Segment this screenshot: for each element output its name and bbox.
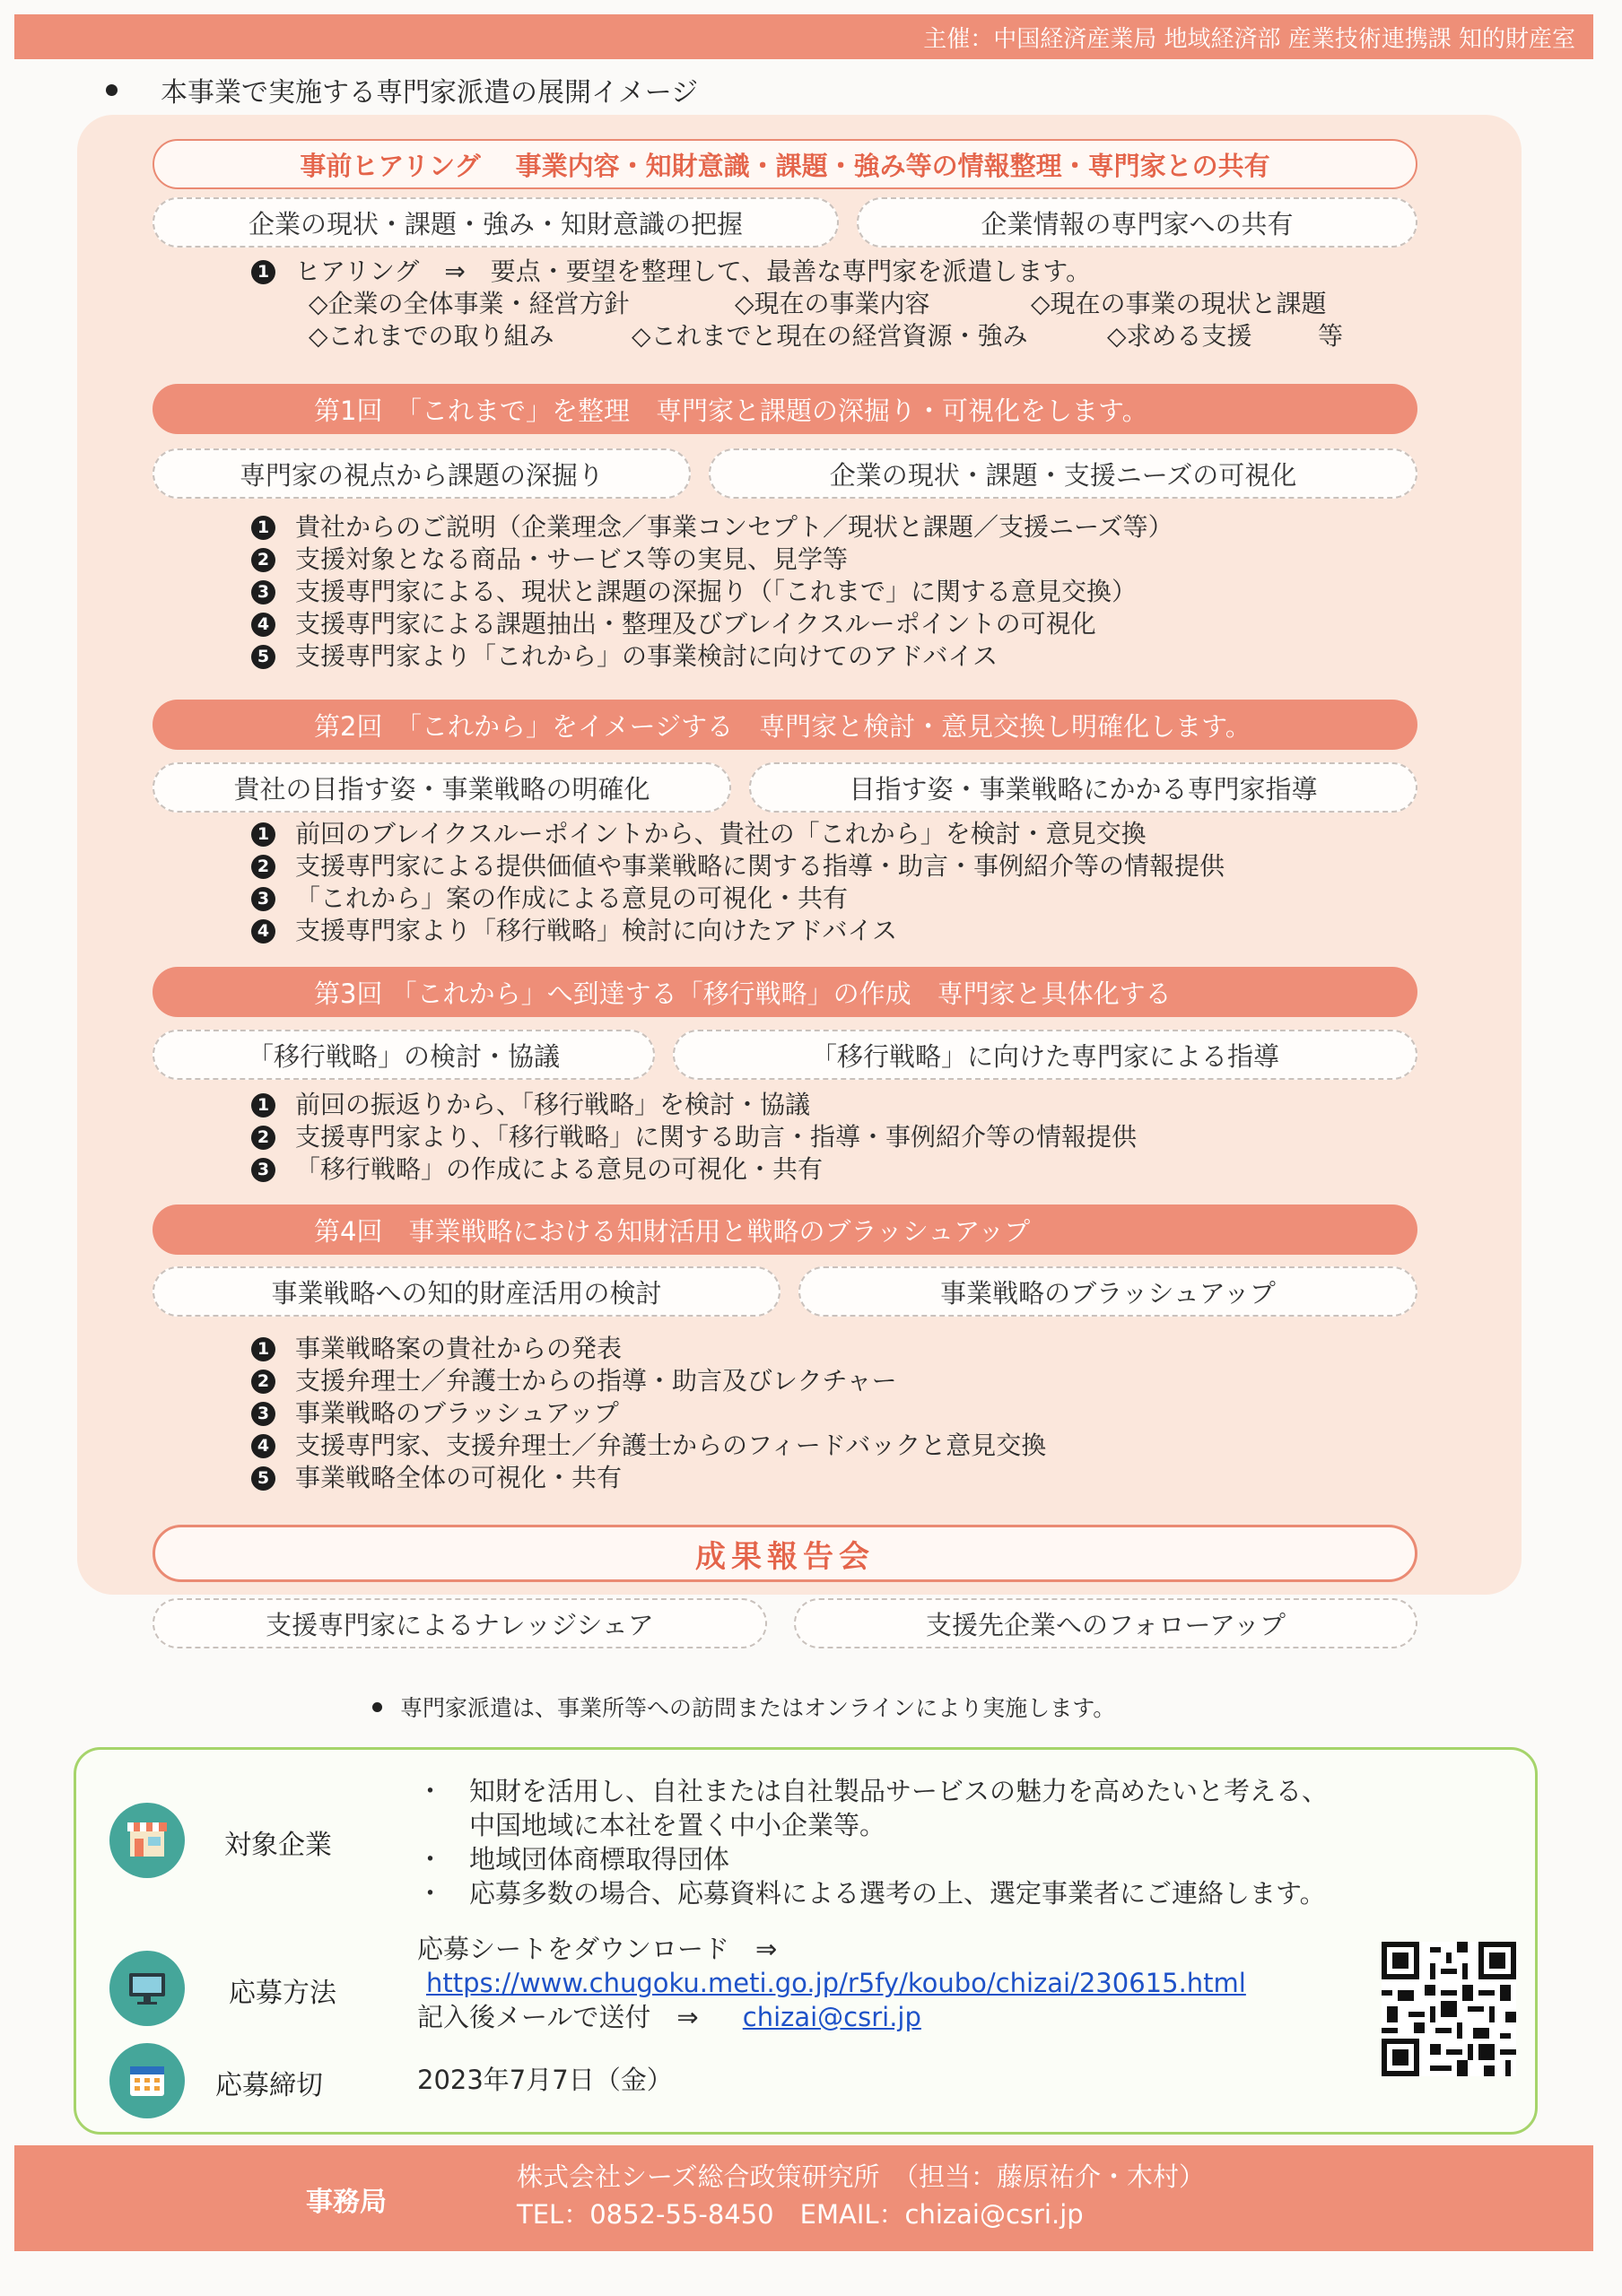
session-3-list: [251, 1089, 1137, 1186]
apply-info: [417, 1932, 1246, 2034]
session-3-sub-left: [153, 1030, 655, 1080]
session-4-title: [153, 1205, 1417, 1255]
session-title-text: 第1回 「これまで」を整理 専門家と課題の深掘り・可視化をします。: [314, 395, 1148, 426]
apply-label: 応募方法: [229, 1978, 336, 2009]
intro-heading: [106, 70, 698, 109]
list-item-text: 支援専門家による提供価値や事業戦略に関する指導・助言・事例紹介等の情報提供: [295, 851, 1225, 881]
hearing-item: ◇これまでと現在の経営資源・強み: [632, 321, 1028, 351]
number-badge: 1: [251, 260, 275, 284]
target-label: 対象企業: [224, 1830, 332, 1861]
list-item: [251, 511, 1173, 544]
report-sub-left: [153, 1598, 767, 1648]
number-badge: 4: [251, 919, 275, 944]
calendar-icon: [109, 2043, 185, 2118]
list-item: [251, 608, 1173, 640]
report-title-text: 成果報告会: [695, 1538, 875, 1575]
target-line: ・ 知財を活用し、自社または自社製品サービスの魅力を高めたいと考える、: [417, 1776, 1329, 1806]
hearing-item: ◇企業の全体事業・経営方針: [309, 289, 630, 318]
pre-sub-left: [153, 197, 839, 248]
target-list: [417, 1774, 1328, 1910]
sub-left-text: 貴社の目指す姿・事業戦略の明確化: [233, 773, 650, 804]
number-badge: 4: [251, 613, 275, 637]
hearing-item: ◇現在の事業内容: [735, 289, 930, 318]
sub-right-text: 支援先企業へのフォローアップ: [925, 1609, 1286, 1640]
list-item: [251, 576, 1173, 608]
sub-left-text: 「移行戦略」の検討・協議: [247, 1040, 560, 1072]
list-item: [251, 1333, 1046, 1365]
pre-sub-left-text: 企業の現状・課題・強み・知財意識の把握: [248, 208, 743, 239]
list-item: [251, 1153, 1137, 1186]
target-line: ・ 応募多数の場合、応募資料による選考の上、選定事業者にご連絡します。: [417, 1878, 1326, 1909]
apply-send-text: 記入後メールで送付 ⇒: [417, 2002, 699, 2032]
session-1-title: [153, 384, 1417, 434]
number-badge: 1: [251, 822, 275, 847]
number-badge: 1: [251, 1337, 275, 1361]
session-3-sub-right: [673, 1030, 1417, 1080]
hearing-item: 等: [1318, 321, 1344, 351]
session-title-text: 第2回 「これから」をイメージする 専門家と検討・意見交換し明確化します。: [314, 710, 1251, 742]
list-item-text: 前回の振返りから、「移行戦略」を検討・協議: [295, 1090, 811, 1119]
list-item: [251, 915, 1225, 947]
pre-sub-right: [857, 197, 1417, 248]
report-sub-right: [794, 1598, 1417, 1648]
footer-org: 株式会社シーズ総合政策研究所 （担当：藤原祐介・木村）: [517, 2161, 1206, 2192]
sub-right-text: 企業の現状・課題・支援ニーズの可視化: [829, 459, 1297, 491]
session-title-text: 第4回 事業戦略における知財活用と戦略のブラッシュアップ: [314, 1215, 1031, 1247]
organizer-text: 主催：中国経済産業局 地域経済部 産業技術連携課 知的財産室: [923, 25, 1575, 53]
apply-email-link[interactable]: chizai@csri.jp: [742, 2002, 921, 2032]
list-item: [251, 1462, 1046, 1494]
number-badge: 3: [251, 887, 275, 911]
list-item-text: 支援対象となる商品・サービス等の実見、見学等: [295, 544, 849, 574]
qr-code[interactable]: [1382, 1942, 1516, 2076]
list-item: [251, 1397, 1046, 1430]
list-item: [251, 883, 1225, 915]
number-badge: 3: [251, 1158, 275, 1182]
list-item-text: 支援専門家、支援弁理士／弁護士からのフィードバックと意見交換: [295, 1431, 1047, 1460]
sub-right-text: 目指す姿・事業戦略にかかる専門家指導: [849, 773, 1318, 804]
list-item: [251, 1121, 1137, 1153]
target-line: ・ 地域団体商標取得団体: [417, 1844, 730, 1874]
list-item-text: 支援弁理士／弁護士からの指導・助言及びレクチャー: [295, 1366, 897, 1396]
session-2-title: [153, 700, 1417, 750]
number-badge: 2: [251, 1370, 275, 1394]
list-item: [251, 1430, 1046, 1462]
list-item-text: 支援専門家より「移行戦略」検討に向けたアドバイス: [295, 916, 898, 945]
number-badge: 1: [251, 1093, 275, 1118]
footer-bar: [14, 2145, 1593, 2251]
session-4-sub-right: [798, 1266, 1417, 1317]
number-badge: 2: [251, 1126, 275, 1150]
number-badge: 5: [251, 1466, 275, 1491]
list-item-text: 「移行戦略」の作成による意見の可視化・共有: [295, 1154, 824, 1184]
session-4-sub-left: [153, 1266, 780, 1317]
list-item-text: 事業戦略案の貴社からの発表: [295, 1334, 623, 1363]
number-badge: 2: [251, 548, 275, 572]
apply-download-text: 応募シートをダウンロード ⇒: [417, 1934, 778, 1964]
list-item-text: 支援専門家より、「移行戦略」に関する助言・指導・事例紹介等の情報提供: [295, 1122, 1138, 1152]
hearing-item: ◇これまでの取り組み: [309, 321, 554, 351]
sub-left-text: 専門家の視点から課題の深掘り: [239, 459, 604, 491]
shop-icon: [109, 1803, 185, 1878]
session-4-list: [251, 1333, 1046, 1494]
sub-right-text: 「移行戦略」に向けた専門家による指導: [810, 1040, 1279, 1072]
hearing-line: ヒアリング ⇒ 要点・要望を整理して、最善な専門家を派遣します。: [295, 257, 1091, 286]
report-title: [153, 1525, 1417, 1582]
bullet-icon: [106, 84, 118, 96]
footer-contact: [517, 2158, 1205, 2233]
intro-text: 本事業で実施する専門家派遣の展開イメージ: [161, 77, 699, 109]
organizer-bar: [14, 14, 1593, 59]
session-title-text: 第3回 「これから」へ到達する「移行戦略」の作成 専門家と具体化する: [314, 978, 1172, 1009]
sub-right-text: 事業戦略のブラッシュアップ: [940, 1277, 1276, 1309]
list-item-text: 「これから」案の作成による意見の可視化・共有: [295, 883, 849, 913]
deadline-label: 応募締切: [215, 2070, 323, 2101]
session-1-sub-right: [709, 448, 1417, 499]
footer-tel-email: TEL：0852-55-8450 EMAIL：chizai@csri.jp: [517, 2199, 1084, 2230]
target-line: 中国地域に本社を置く中小企業等。: [417, 1810, 886, 1840]
list-item-text: 支援専門家による、現状と課題の深掘り（「これまで」に関する意見交換）: [295, 577, 1138, 606]
session-1-sub-left: [153, 448, 691, 499]
list-item-text: 事業戦略のブラッシュアップ: [295, 1398, 619, 1428]
dispatch-note: [372, 1691, 1115, 1723]
sub-left-text: 支援専門家によるナレッジシェア: [266, 1609, 654, 1640]
list-item-text: 支援専門家より「これから」の事業検討に向けてのアドバイス: [295, 641, 998, 671]
hearing-block: [251, 256, 1343, 352]
number-badge: 2: [251, 855, 275, 879]
session-2-list: [251, 818, 1225, 947]
list-item-text: 支援専門家による課題抽出・整理及びブレイクスルーポイントの可視化: [295, 609, 1096, 639]
list-item-text: 前回のブレイクスルーポイントから、貴社の「これから」を検討・意見交換: [295, 819, 1147, 848]
list-item: [251, 544, 1173, 576]
monitor-icon: [109, 1951, 185, 2026]
number-badge: 3: [251, 1402, 275, 1426]
session-2-sub-left: [153, 762, 731, 813]
apply-url-link[interactable]: https://www.chugoku.meti.go.jp/r5fy/koubo/chizai/230615.html: [426, 1968, 1246, 1998]
number-badge: 4: [251, 1434, 275, 1458]
number-badge: 3: [251, 580, 275, 604]
pre-sub-right-text: 企業情報の専門家への共有: [981, 208, 1294, 239]
session-3-title: [153, 967, 1417, 1017]
pre-hearing-title: [153, 139, 1417, 189]
hearing-item: ◇現在の事業の現状と課題: [1031, 289, 1327, 318]
bullet-icon: [372, 1702, 382, 1712]
hearing-item: ◇求める支援: [1107, 321, 1252, 351]
list-item: [251, 818, 1225, 850]
footer-label: 事務局: [306, 2187, 387, 2218]
sub-left-text: 事業戦略への知的財産活用の検討: [271, 1277, 662, 1309]
session-1-list: [251, 511, 1173, 673]
dispatch-note-text: 専門家派遣は、事業所等への訪問またはオンラインにより実施します。: [400, 1695, 1116, 1721]
deadline-date: 2023年7月7日（金）: [417, 2065, 673, 2095]
list-item: [251, 640, 1173, 673]
list-item: [251, 1089, 1137, 1121]
list-item-text: 事業戦略全体の可視化・共有: [295, 1463, 623, 1492]
pre-hearing-title-text: 事前ヒアリング 事業内容・知財意識・課題・強み等の情報整理・専門家との共有: [300, 150, 1270, 181]
list-item: [251, 1365, 1046, 1397]
list-item-text: 貴社からのご説明（企業理念／事業コンセプト／現状と課題／支援ニーズ等）: [295, 512, 1173, 542]
number-badge: 1: [251, 516, 275, 540]
number-badge: 5: [251, 645, 275, 669]
session-2-sub-right: [749, 762, 1417, 813]
list-item: [251, 850, 1225, 883]
